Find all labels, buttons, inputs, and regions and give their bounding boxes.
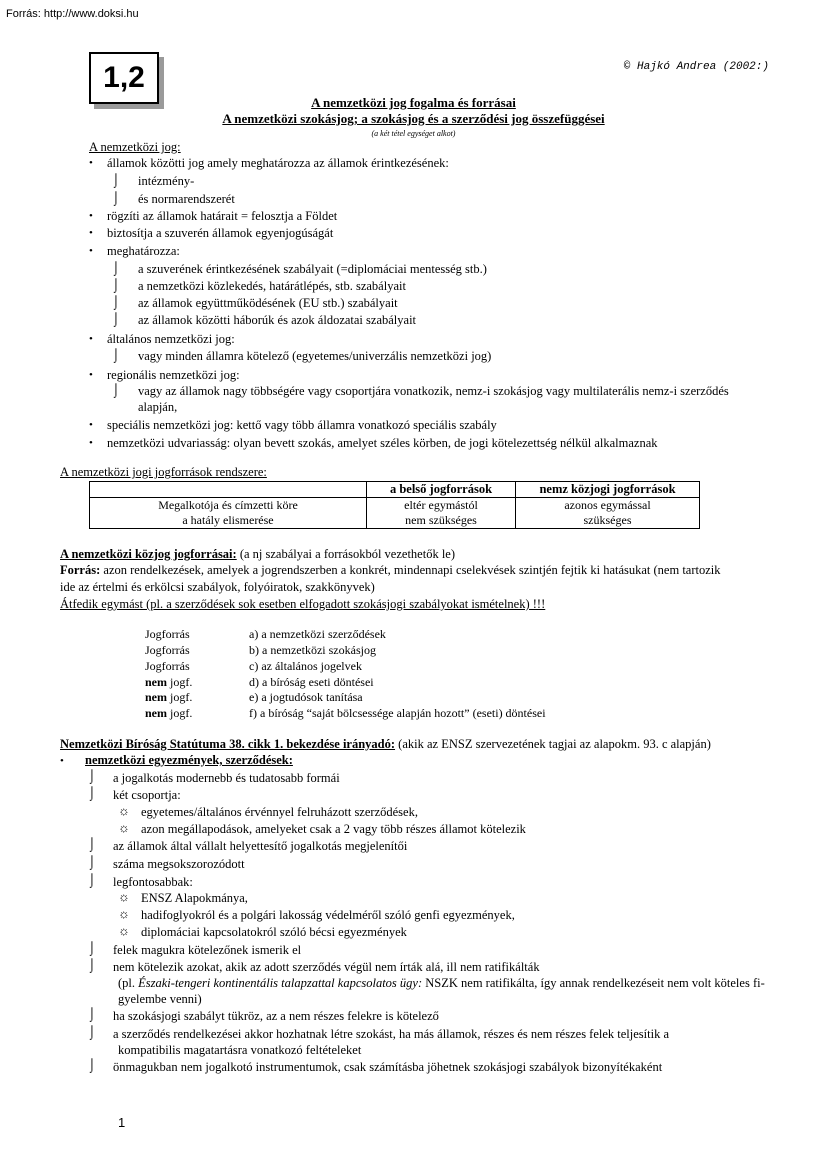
hook-bullet-icon: ⌡ bbox=[112, 190, 120, 205]
sub-sub-item: egyetemes/általános érvénnyel felruházott szerződések, bbox=[141, 805, 418, 819]
list-label: jogf. bbox=[167, 706, 193, 720]
list-item: rögzíti az államok határait = felosztja a Földet bbox=[107, 209, 338, 223]
page-title: A nemzetközi jog fogalma és forrásai bbox=[311, 95, 516, 110]
sub-item: a szuverének érintkezésének szabályait (=diplomáciai mentesség stb.) bbox=[138, 262, 487, 276]
section-heading: A nemzetközi közjog jogforrásai: bbox=[60, 547, 237, 561]
list-label: jogf. bbox=[167, 690, 193, 704]
source-list-row bbox=[145, 690, 192, 705]
page-number: 1 bbox=[118, 1115, 126, 1130]
paragraph-line bbox=[60, 563, 721, 578]
sub-sub-item: diplomáciai kapcsolatokról szóló bécsi egyezmények bbox=[141, 925, 407, 939]
table-header: a belső jogforrások bbox=[367, 482, 516, 498]
source-list-item: a) a nemzetközi szerződések bbox=[249, 627, 386, 641]
sun-bullet-icon: ☼ bbox=[118, 803, 130, 818]
list-item: speciális nemzetközi jog: kettő vagy több államra vonatkozó speciális szabály bbox=[107, 418, 497, 432]
topic-number-box: 1,2 bbox=[89, 52, 159, 104]
paragraph-text: azon rendelkezések, amelyek a jogrendszerben a konkrét, mindennapi cselekvések szintjén fejtik ki hatásukat (nem tartozik bbox=[100, 563, 721, 577]
sub-item: önmagukban nem jogalkotó instrumentumok, csak számításba jöhetnek szokásjogi szabályok bizonyítékaként bbox=[113, 1060, 663, 1074]
list-prefix: nem bbox=[145, 675, 167, 689]
list-label: Jogforrás bbox=[145, 643, 190, 657]
table-header-empty bbox=[90, 482, 367, 498]
bullet-icon: • bbox=[89, 227, 93, 239]
section-heading-note: (a nj szabályai a forrásokból vezethetők le) bbox=[236, 547, 456, 561]
hook-bullet-icon: ⌡ bbox=[112, 347, 120, 362]
sub-item: vagy az államok nagy többségére vagy csoportjára vonatkozik, nemz-i szokásjog vagy multilaterális nemz-i szerződés bbox=[138, 384, 729, 398]
hook-bullet-icon: ⌡ bbox=[88, 957, 96, 972]
title-note: (a két tétel egységet alkot) bbox=[371, 129, 456, 138]
bullet-icon: • bbox=[89, 157, 93, 169]
table-cell-group bbox=[516, 498, 700, 529]
sub-item-continued: kompatibilis magatartásra vonatkozó feltételeket bbox=[118, 1043, 362, 1057]
copyright-notice: © Hajkó Andrea (2002:) bbox=[623, 61, 769, 73]
sub-item: az államok közötti háborúk és azok áldozatai szabályait bbox=[138, 313, 417, 327]
table-cell: nem szükséges bbox=[405, 513, 477, 527]
sub-item: legfontosabbak: bbox=[113, 875, 193, 889]
sun-bullet-icon: ☼ bbox=[118, 923, 130, 938]
section-heading-line bbox=[60, 547, 455, 562]
source-list-row bbox=[145, 675, 192, 690]
bullet-icon: • bbox=[89, 210, 93, 222]
list-item: regionális nemzetközi jog: bbox=[107, 368, 240, 382]
bullet-icon: • bbox=[89, 369, 93, 381]
hook-bullet-icon: ⌡ bbox=[112, 260, 120, 275]
list-item: nemzetközi udvariasság: olyan bevett szokás, amelyet széles körben, de jogi kötelezettség nélkül alkalmaznak bbox=[107, 436, 658, 450]
source-list-row bbox=[145, 643, 190, 658]
table-cell: azonos egymással bbox=[564, 498, 651, 512]
sun-bullet-icon: ☼ bbox=[118, 889, 130, 904]
sub-sub-item: ENSZ Alapokmánya, bbox=[141, 891, 248, 905]
sub-item: két csoportja: bbox=[113, 788, 181, 802]
hook-bullet-icon: ⌡ bbox=[112, 311, 120, 326]
bullet-icon: • bbox=[89, 419, 93, 431]
hook-bullet-icon: ⌡ bbox=[88, 872, 96, 887]
sun-bullet-icon: ☼ bbox=[118, 820, 130, 835]
case-name: Északi-tengeri kontinentális talapzattal kapcsolatos ügy: bbox=[138, 976, 423, 990]
page-subtitle: A nemzetközi szokásjog; a szokásjog és a szerződési jog összefüggései bbox=[222, 111, 605, 126]
list-item: nemzetközi egyezmények, szerződések: bbox=[85, 753, 293, 767]
list-prefix: nem bbox=[145, 706, 167, 720]
list-label: jogf. bbox=[167, 675, 193, 689]
table-cell: a hatály elismerése bbox=[182, 513, 274, 527]
bullet-icon: • bbox=[60, 755, 64, 767]
example-text: (pl. bbox=[118, 976, 139, 990]
list-item: államok közötti jog amely meghatározza az államok érintkezésének: bbox=[107, 156, 449, 170]
bullet-icon: • bbox=[89, 245, 93, 257]
section-heading-note: (akik az ENSZ szervezetének tagjai az alapokm. 93. c alapján) bbox=[395, 737, 711, 751]
sub-item: a nemzetközi közlekedés, határátlépés, stb. szabályait bbox=[138, 279, 406, 293]
source-list-item: c) az általános jogelvek bbox=[249, 659, 362, 673]
source-list-row bbox=[145, 627, 190, 642]
hook-bullet-icon: ⌡ bbox=[88, 768, 96, 783]
example-text: NSZK nem ratifikálta, így annak rendelkezéseit nem volt köteles fi- bbox=[422, 976, 765, 990]
table-cell: Megalkotója és címzetti köre bbox=[158, 498, 298, 512]
source-list-item: b) a nemzetközi szokásjog bbox=[249, 643, 376, 657]
legal-sources-table bbox=[89, 481, 700, 529]
sub-item: száma megsokszorozódott bbox=[113, 857, 245, 871]
section-heading: A nemzetközi jog: bbox=[89, 140, 181, 154]
sub-item: az államok együttműködésének (EU stb.) szabályait bbox=[138, 296, 398, 310]
section-heading: Nemzetközi Bíróság Statútuma 38. cikk 1. bekezdése irányadó: bbox=[60, 737, 396, 751]
list-prefix: nem bbox=[145, 690, 167, 704]
hook-bullet-icon: ⌡ bbox=[112, 277, 120, 292]
table-cell: eltér egymástól bbox=[404, 498, 478, 512]
hook-bullet-icon: ⌡ bbox=[112, 294, 120, 309]
table-header: nemz közjogi jogforrások bbox=[516, 482, 700, 498]
sub-sub-item: hadifoglyokról és a polgári lakosság védelméről szóló genfi egyezmények, bbox=[141, 908, 515, 922]
bullet-icon: • bbox=[89, 437, 93, 449]
hook-bullet-icon: ⌡ bbox=[88, 836, 96, 851]
hook-bullet-icon: ⌡ bbox=[88, 940, 96, 955]
source-list-item: f) a bíróság “saját bölcsessége alapján hozott” (eseti) döntései bbox=[249, 706, 546, 720]
table-cell: szükséges bbox=[583, 513, 632, 527]
section-heading-line bbox=[60, 737, 711, 752]
table-cell-group bbox=[367, 498, 516, 529]
source-list-row bbox=[145, 659, 190, 674]
table-row-label bbox=[90, 498, 367, 529]
sub-item-continued: gyelembe venni) bbox=[118, 992, 202, 1006]
sub-item: felek magukra kötelezőnek ismerik el bbox=[113, 943, 302, 957]
hook-bullet-icon: ⌡ bbox=[88, 1057, 96, 1072]
sub-item: vagy minden államra kötelező (egyetemes/univerzális nemzetközi jog) bbox=[138, 349, 492, 363]
hook-bullet-icon: ⌡ bbox=[88, 785, 96, 800]
list-label: Jogforrás bbox=[145, 627, 190, 641]
sub-sub-item: azon megállapodások, amelyeket csak a 2 vagy több részes államot kötelezik bbox=[141, 822, 526, 836]
sub-item: nem kötelezik azokat, akik az adott szerződés végül nem írták alá, ill nem ratifikálták bbox=[113, 960, 540, 974]
list-item: meghatározza: bbox=[107, 244, 180, 258]
source-list-item: d) a bíróság eseti döntései bbox=[249, 675, 374, 689]
sub-item: az államok által vállalt helyettesítő jogalkotás megjelenítői bbox=[113, 839, 408, 853]
section-heading: A nemzetközi jogi jogforrások rendszere: bbox=[60, 465, 267, 479]
sub-item-example bbox=[118, 976, 765, 991]
hook-bullet-icon: ⌡ bbox=[88, 1006, 96, 1021]
list-item: biztosítja a szuverén államok egyenjogúságát bbox=[107, 226, 334, 240]
bullet-icon: • bbox=[89, 333, 93, 345]
sub-item: és normarendszerét bbox=[138, 192, 235, 206]
hook-bullet-icon: ⌡ bbox=[112, 172, 120, 187]
source-url: Forrás: http://www.doksi.hu bbox=[6, 8, 139, 20]
sub-item: intézmény- bbox=[138, 174, 195, 188]
list-item: általános nemzetközi jog: bbox=[107, 332, 235, 346]
hook-bullet-icon: ⌡ bbox=[88, 1024, 96, 1039]
overlap-note: Átfedik egymást (pl. a szerződések sok esetben elfogadott szokásjogi szabályokat ismételnek) !!! bbox=[60, 597, 546, 611]
source-list-row bbox=[145, 706, 192, 721]
paragraph-line: ide az értelmi és erkölcsi szabályok, folyóiratok, szakkönyvek) bbox=[60, 580, 375, 594]
sub-item: a szerződés rendelkezései akkor hozhatnak létre szokást, ha más államok, részes és nem részes felek teljesítik a bbox=[113, 1027, 670, 1041]
term-label: Forrás: bbox=[60, 563, 101, 577]
sub-item: ha szokásjogi szabályt tükröz, az a nem részes felekre is kötelező bbox=[113, 1009, 439, 1023]
list-label: Jogforrás bbox=[145, 659, 190, 673]
hook-bullet-icon: ⌡ bbox=[112, 382, 120, 397]
sub-item: a jogalkotás modernebb és tudatosabb formái bbox=[113, 771, 340, 785]
hook-bullet-icon: ⌡ bbox=[88, 854, 96, 869]
sub-item-continued: alapján, bbox=[138, 400, 178, 414]
source-list-item: e) a jogtudósok tanítása bbox=[249, 690, 363, 704]
sun-bullet-icon: ☼ bbox=[118, 906, 130, 921]
